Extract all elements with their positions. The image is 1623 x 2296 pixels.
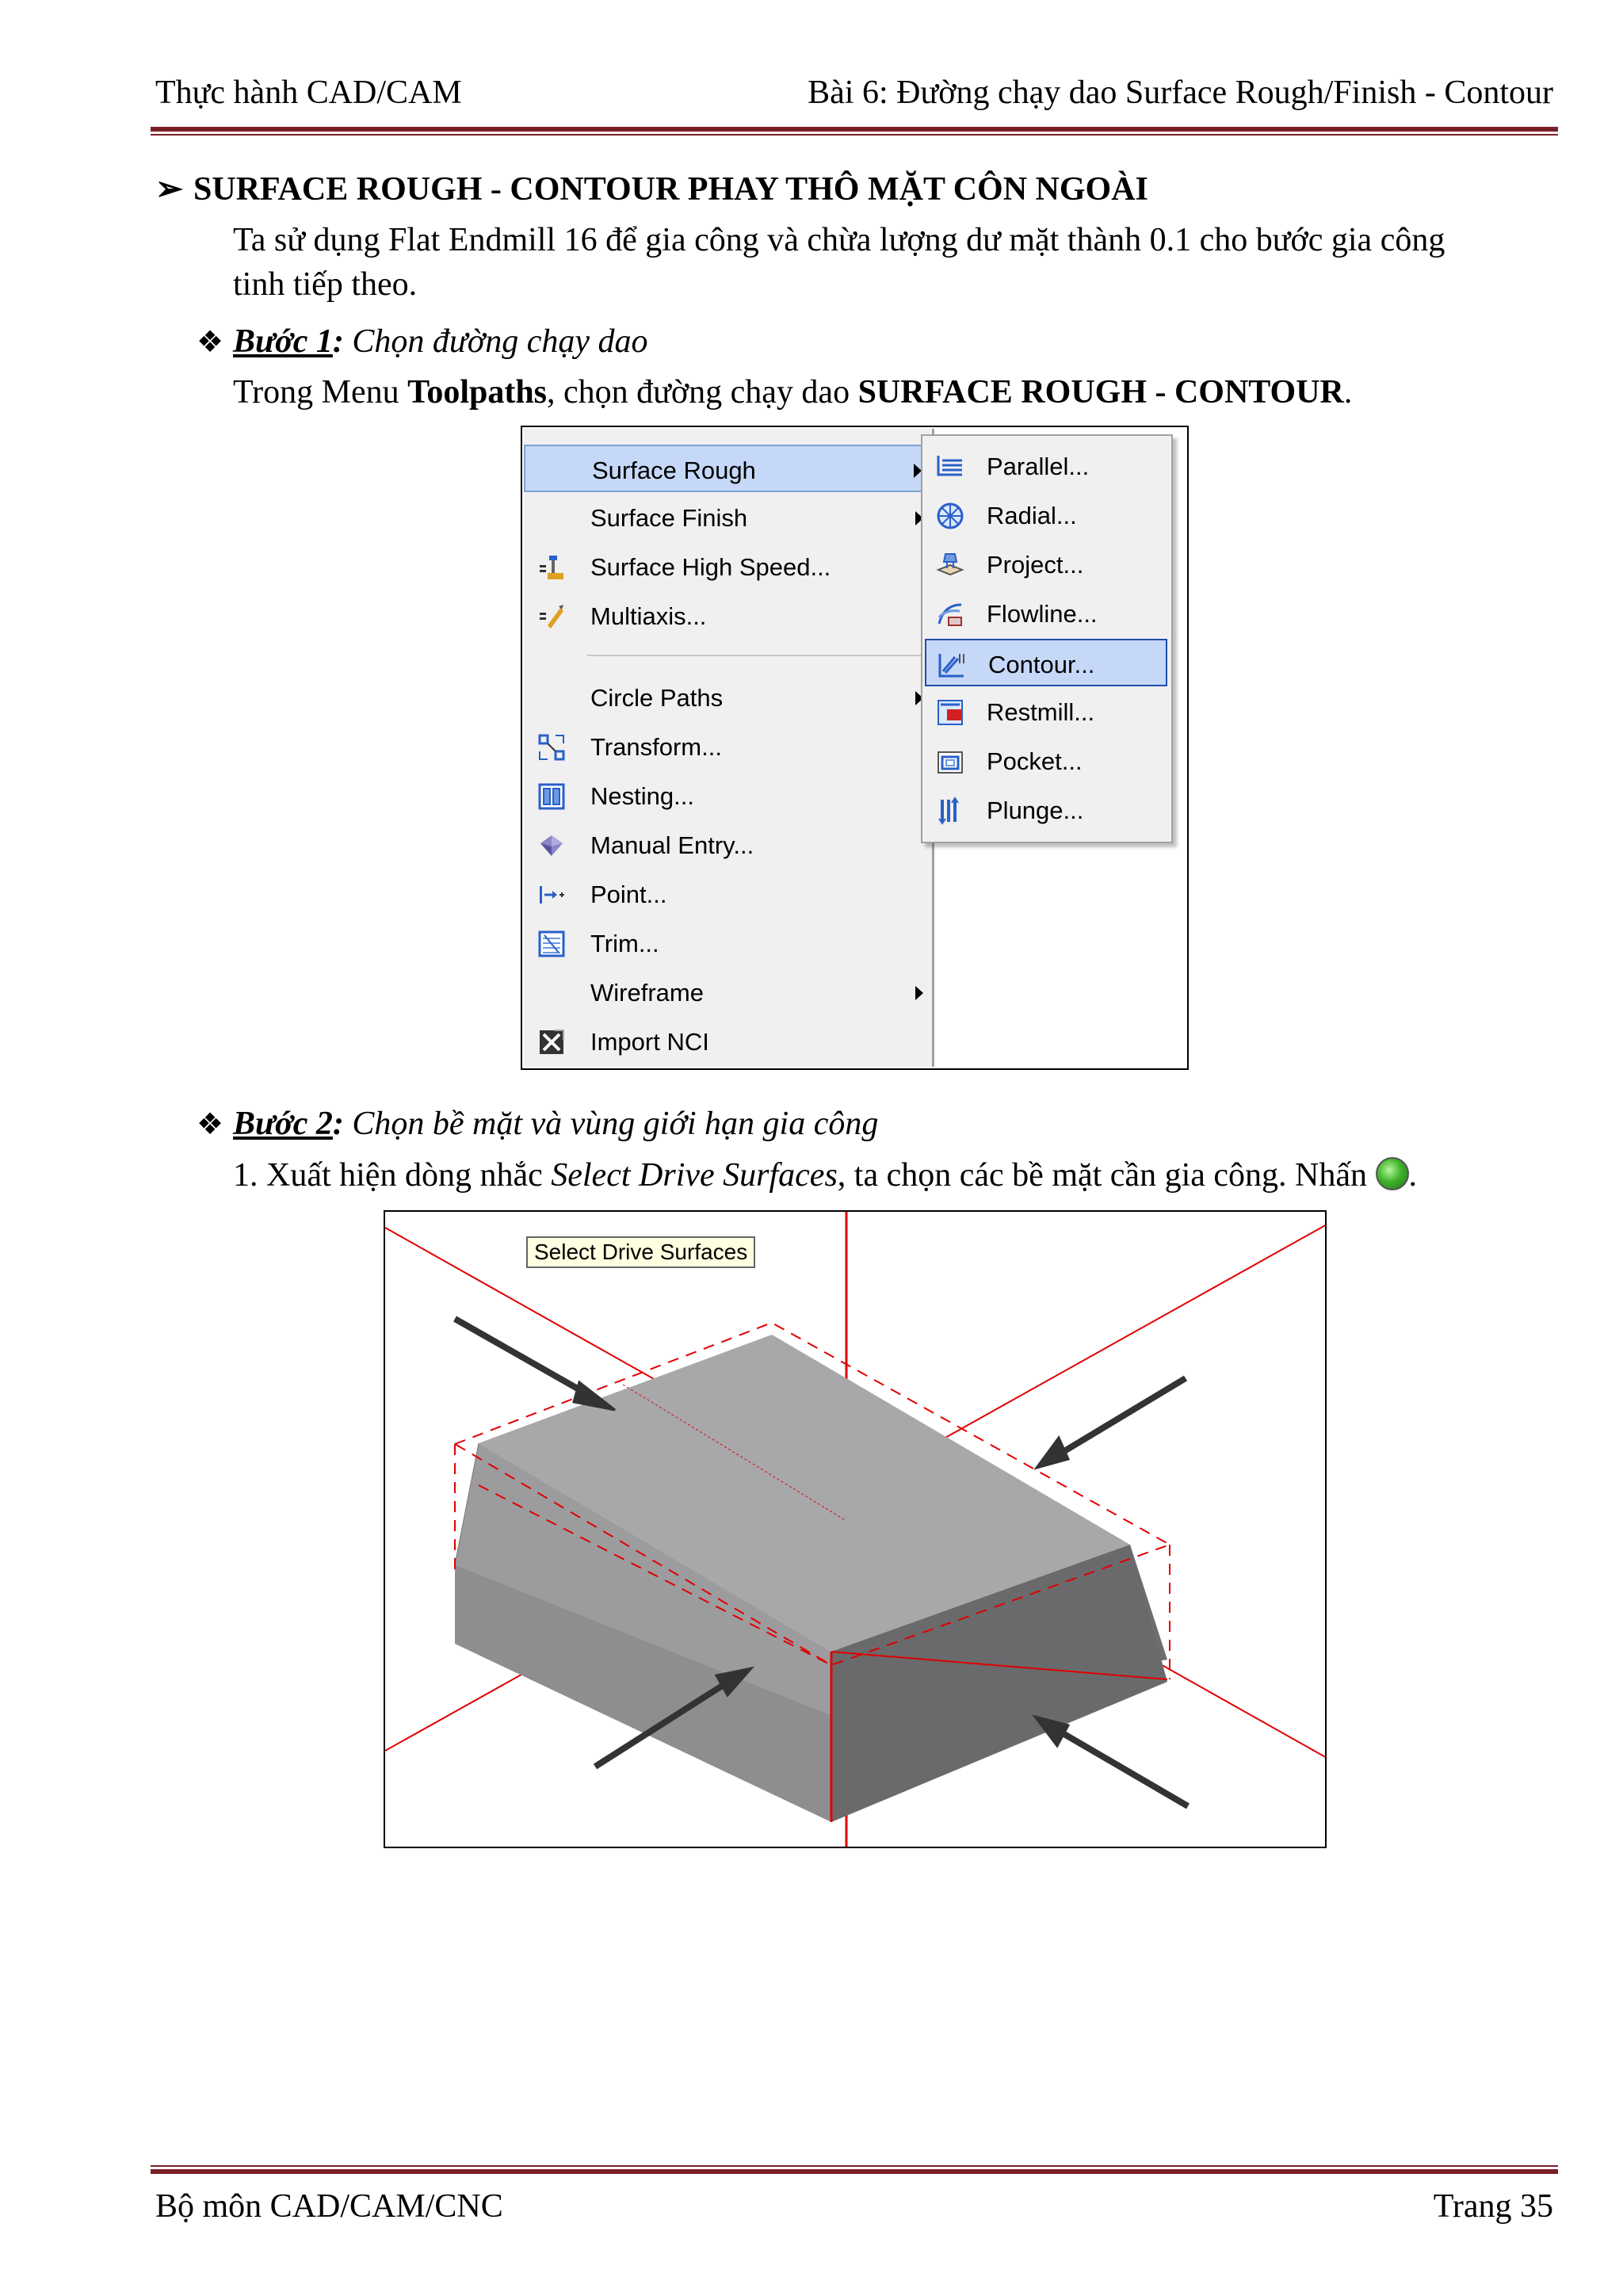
submenu-item-parallel[interactable]: Parallel...: [925, 442, 1167, 490]
project-icon: [936, 551, 964, 579]
step-1-heading: ❖ Bước 1: Chọn đường chạy dao: [197, 323, 648, 360]
submenu-item-radial[interactable]: Radial...: [925, 491, 1167, 539]
submenu-item-pocket[interactable]: Pocket...: [925, 737, 1167, 785]
trim-icon: [538, 930, 565, 957]
cad-view: [385, 1212, 1327, 1848]
tapered-block-part: [455, 1335, 1167, 1822]
submenu-item-restmill[interactable]: Restmill...: [925, 688, 1167, 735]
menu-item-point[interactable]: Point...: [524, 870, 934, 918]
submenu-item-flowline[interactable]: Flowline...: [925, 590, 1167, 637]
high-speed-icon: [538, 554, 565, 581]
footer-left: Bộ môn CAD/CAM/CNC: [155, 2188, 503, 2225]
menu-item-surface-finish[interactable]: Surface Finish: [524, 494, 934, 541]
menu-item-transform[interactable]: Transform...: [524, 723, 934, 770]
submenu-arrow-icon: [915, 986, 923, 1000]
diamond-bullet-icon: ❖: [197, 326, 224, 359]
flowline-icon: [936, 600, 964, 628]
select-drive-surfaces-tooltip: Select Drive Surfaces: [526, 1236, 755, 1268]
step-1-text: Trong Menu Toolpaths, chọn đường chạy dao SURFACE ROUGH - CONTOUR.: [233, 374, 1353, 411]
multiaxis-icon: [538, 603, 565, 630]
toolpaths-menu-screenshot: [521, 426, 1189, 1070]
pocket-icon: [936, 747, 964, 776]
contour-icon: [938, 651, 966, 679]
intro-line-2: tinh tiếp theo.: [233, 266, 418, 303]
step-2-text: 1. Xuất hiện dòng nhắc Select Drive Surfaces, ta chọn các bề mặt cần gia công. Nhấn .: [233, 1157, 1418, 1194]
arrow-bullet-icon: ➢: [155, 171, 184, 208]
header-left: Thực hành CAD/CAM: [155, 74, 462, 111]
import-nci-icon: [538, 1029, 565, 1056]
menu-item-multiaxis[interactable]: Multiaxis...: [524, 592, 934, 640]
intro-line-1: Ta sử dụng Flat Endmill 16 để gia công và chừa lượng dư mặt thành 0.1 cho bước gia công: [233, 222, 1445, 258]
menu-item-surface-rough[interactable]: Surface Rough: [524, 445, 934, 492]
step-2-heading: ❖ Bước 2: Chọn bề mặt và vùng giới hạn gia công: [197, 1106, 879, 1142]
footer-rule: [151, 2165, 1558, 2174]
menu-item-manual-entry[interactable]: Manual Entry...: [524, 821, 934, 869]
diamond-bullet-icon: ❖: [197, 1108, 224, 1141]
menu-item-import-nci[interactable]: Import NCI: [524, 1018, 934, 1065]
header-right: Bài 6: Đường chạy dao Surface Rough/Finish - Contour: [808, 74, 1553, 111]
submenu-item-project[interactable]: Project...: [925, 541, 1167, 588]
radial-icon: [936, 502, 964, 530]
plunge-icon: [936, 797, 964, 825]
nesting-icon: [538, 783, 565, 810]
point-icon: [538, 881, 565, 908]
menu-item-circle-paths[interactable]: Circle Paths: [524, 674, 934, 721]
restmill-icon: [936, 698, 964, 727]
menu-item-nesting[interactable]: Nesting...: [524, 772, 934, 819]
section-title: ➢ SURFACE ROUGH - CONTOUR PHAY THÔ MẶT CÔN NGOÀI: [155, 171, 1148, 208]
menu-item-surface-high-speed[interactable]: Surface High Speed...: [524, 543, 934, 590]
page-number: Trang 35: [1433, 2188, 1553, 2225]
transform-icon: [538, 734, 565, 761]
menu-separator: [587, 655, 928, 656]
toolpaths-menu: [524, 429, 934, 1067]
surface-rough-submenu: [921, 434, 1173, 843]
ok-button-icon: [1376, 1157, 1409, 1190]
manual-entry-icon: [538, 832, 565, 859]
cad-viewport-screenshot: [384, 1210, 1327, 1848]
parallel-icon: [936, 453, 964, 481]
submenu-item-contour[interactable]: Contour...: [925, 639, 1167, 686]
header-rule: [151, 127, 1558, 136]
menu-item-trim[interactable]: Trim...: [524, 919, 934, 967]
menu-item-wireframe[interactable]: Wireframe: [524, 968, 934, 1016]
submenu-item-plunge[interactable]: Plunge...: [925, 786, 1167, 834]
